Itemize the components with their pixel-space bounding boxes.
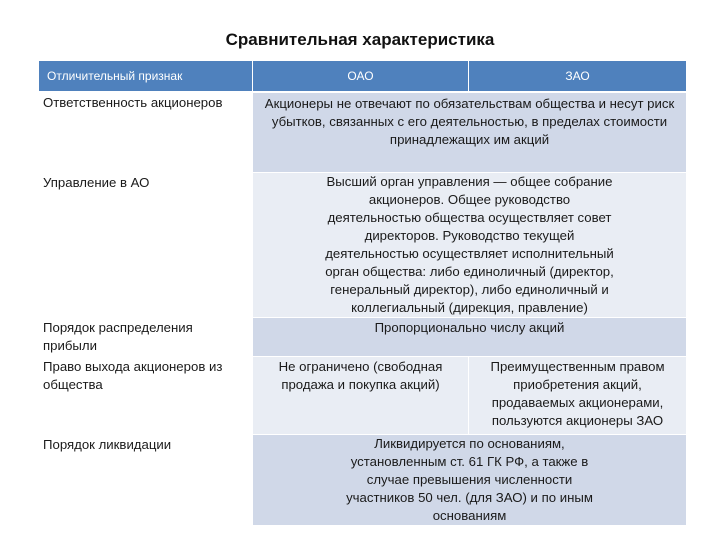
table-row — [39, 317, 687, 356]
header-oao: ОАО — [253, 61, 469, 93]
comparison-table — [38, 60, 687, 526]
feature-cell: Управление в АО — [39, 172, 253, 317]
shared-value-cell — [253, 92, 687, 172]
zao-value-cell: Преимущественным правом приобретения акций, продаваемых акционерами, пользуются акционеры ЗАО — [469, 356, 687, 434]
feature-cell: Ответственность акционеров — [39, 92, 253, 172]
shared-value-cell — [253, 317, 687, 356]
header-feature: Отличительный признак — [39, 61, 253, 93]
table-row — [39, 356, 687, 434]
table-row — [39, 434, 687, 525]
page-title: Сравнительная характеристика — [225, 30, 495, 49]
value-text: Высший орган управления — общее собрание акционеров. Общее руководство деятельностью общества осуществляет совет директоров. Руководство текущей деятельностью осуществляет исполнительный орган общества: либо единоличный (директор, генеральный директор), либо единоличный и коллегиальный (дирекция, правление) — [325, 173, 614, 315]
shared-value-cell — [253, 434, 687, 525]
header-zao: ЗАО — [469, 61, 687, 93]
value-text: Пропорционально числу акций — [374, 319, 565, 335]
value-text: Акционеры не отвечают по обязательствам общества и несут риск убытков, связанных с его деятельностью, в пределах стоимости принадлежащих им акций — [264, 96, 675, 147]
table-header-row — [39, 61, 687, 93]
table-row — [39, 92, 687, 172]
feature-cell: Порядок распределения прибыли — [39, 317, 253, 356]
feature-cell: Право выхода акционеров из общества — [39, 356, 253, 434]
shared-value-cell — [253, 172, 687, 317]
value-text: Ликвидируется по основаниям, установленным ст. 61 ГК РФ, а также в случае превышения численности участников 50 чел. (для ЗАО) и по иным основаниям — [346, 435, 593, 523]
table-row — [39, 172, 687, 317]
oao-value-cell: Не ограничено (свободная продажа и покупка акций) — [253, 356, 469, 434]
feature-cell: Порядок ликвидации — [39, 434, 253, 525]
